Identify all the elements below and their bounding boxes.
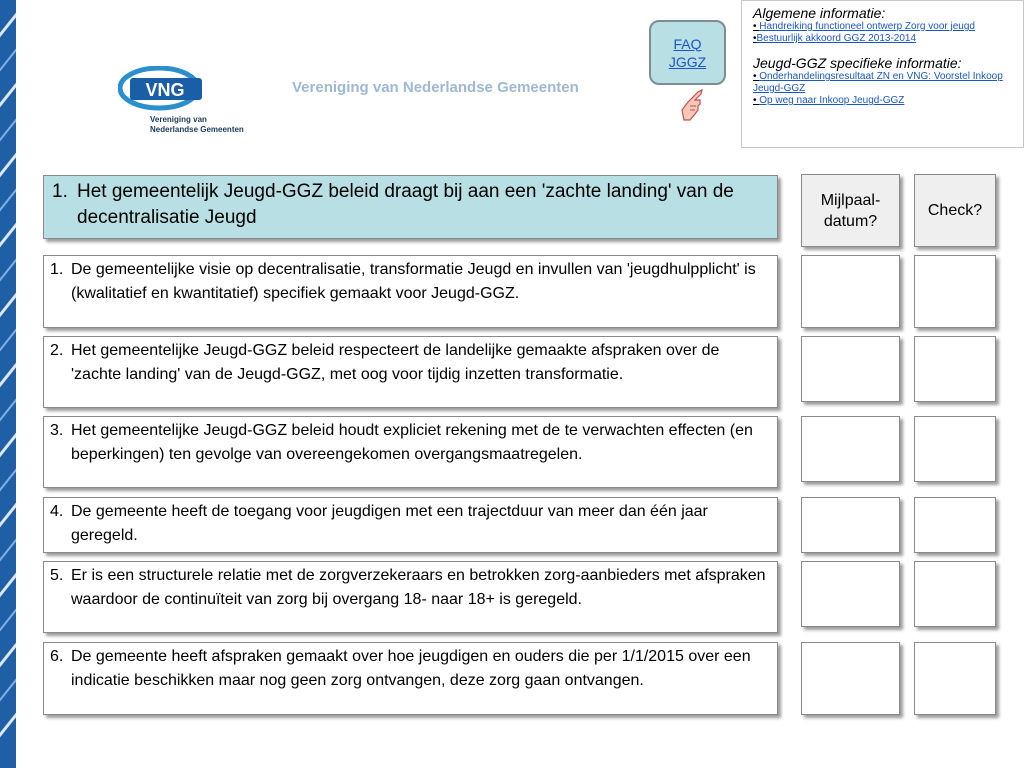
check-cell-1[interactable] (914, 255, 996, 328)
svg-text:VNG: VNG (145, 80, 185, 100)
general-info-heading: Algemene informatie: (753, 5, 886, 21)
milestone-date-cell-2[interactable] (801, 336, 900, 402)
checklist-item-3: 3. Het gemeentelijke Jeugd-GGZ beleid houdt expliciet rekening met de te verwachten effecten (en beperkingen) ten gevolge van overeengekomen overgangsmaatregelen. (43, 416, 778, 488)
milestone-date-cell-3[interactable] (801, 416, 900, 482)
specific-info-heading: Jeugd-GGZ specifieke informatie: (753, 55, 962, 71)
checklist-item-4: 4. De gemeente heeft de toegang voor jeugdigen met een trajectduur van meer dan één jaar geregeld. (43, 497, 778, 553)
milestone-date-header: Mijlpaal-datum? (801, 174, 900, 247)
pointing-hand-icon (678, 86, 708, 124)
checklist-item-1: 1. De gemeentelijke visie op decentralisatie, transformatie Jeugd en invullen van 'jeugdhulpplicht' is (kwalitatief en kwantitatief) specifiek gemaakt voor Jeugd-GGZ. (43, 255, 778, 328)
milestone-date-cell-4[interactable] (801, 497, 900, 553)
faq-jggz-button[interactable]: FAQ JGGZ (649, 20, 726, 85)
checklist-item-2: 2. Het gemeentelijke Jeugd-GGZ beleid respecteert de landelijke gemaakte afspraken over de 'zachte landing' van de Jeugd-GGZ, met oog voor tijdig inzetten transformatie. (43, 336, 778, 408)
check-cell-4[interactable] (914, 497, 996, 553)
link-handreiking[interactable]: • Handreiking functioneel ontwerp Zorg voor jeugd (753, 21, 975, 32)
info-panel (741, 0, 1024, 148)
organization-name: Vereniging van Nederlandse Gemeenten (292, 79, 579, 96)
checklist-item-5: 5. Er is een structurele relatie met de zorgverzekeraars en betrokken zorg-aanbieders met afspraken waardoor de continuïteit van zorg bij overgang 18- naar 18+ is geregeld. (43, 561, 778, 633)
check-cell-3[interactable] (914, 416, 996, 482)
milestone-date-cell-5[interactable] (801, 561, 900, 627)
left-decorative-band (0, 0, 16, 768)
logo-subtitle: Vereniging van Nederlandse Gemeenten (150, 115, 244, 134)
link-op-weg-naar-inkoop[interactable]: • Op weg naar Inkoop Jeugd-GGZ (753, 95, 905, 106)
link-onderhandelingsresultaat[interactable]: • Onderhandelingsresultaat ZN en VNG: Voorstel Inkoop Jeugd-GGZ (753, 71, 1003, 94)
checklist-item-6: 6. De gemeente heeft afspraken gemaakt over hoe jeugdigen en ouders die per 1/1/2015 over een indicatie beschikken maar nog geen zorg ontvangen, deze zorg gaan ontvangen. (43, 642, 778, 715)
check-cell-5[interactable] (914, 561, 996, 627)
milestone-date-cell-6[interactable] (801, 642, 900, 715)
check-header: Check? (914, 174, 996, 247)
milestone-date-cell-1[interactable] (801, 255, 900, 328)
check-cell-2[interactable] (914, 336, 996, 402)
check-cell-6[interactable] (914, 642, 996, 715)
section-title: 1. Het gemeentelijk Jeugd-GGZ beleid draagt bij aan een 'zachte landing' van de decentralisatie Jeugd (43, 175, 778, 239)
link-bestuurlijk-akkoord[interactable]: •Bestuurlijk akkoord GGZ 2013-2014 (753, 33, 917, 44)
